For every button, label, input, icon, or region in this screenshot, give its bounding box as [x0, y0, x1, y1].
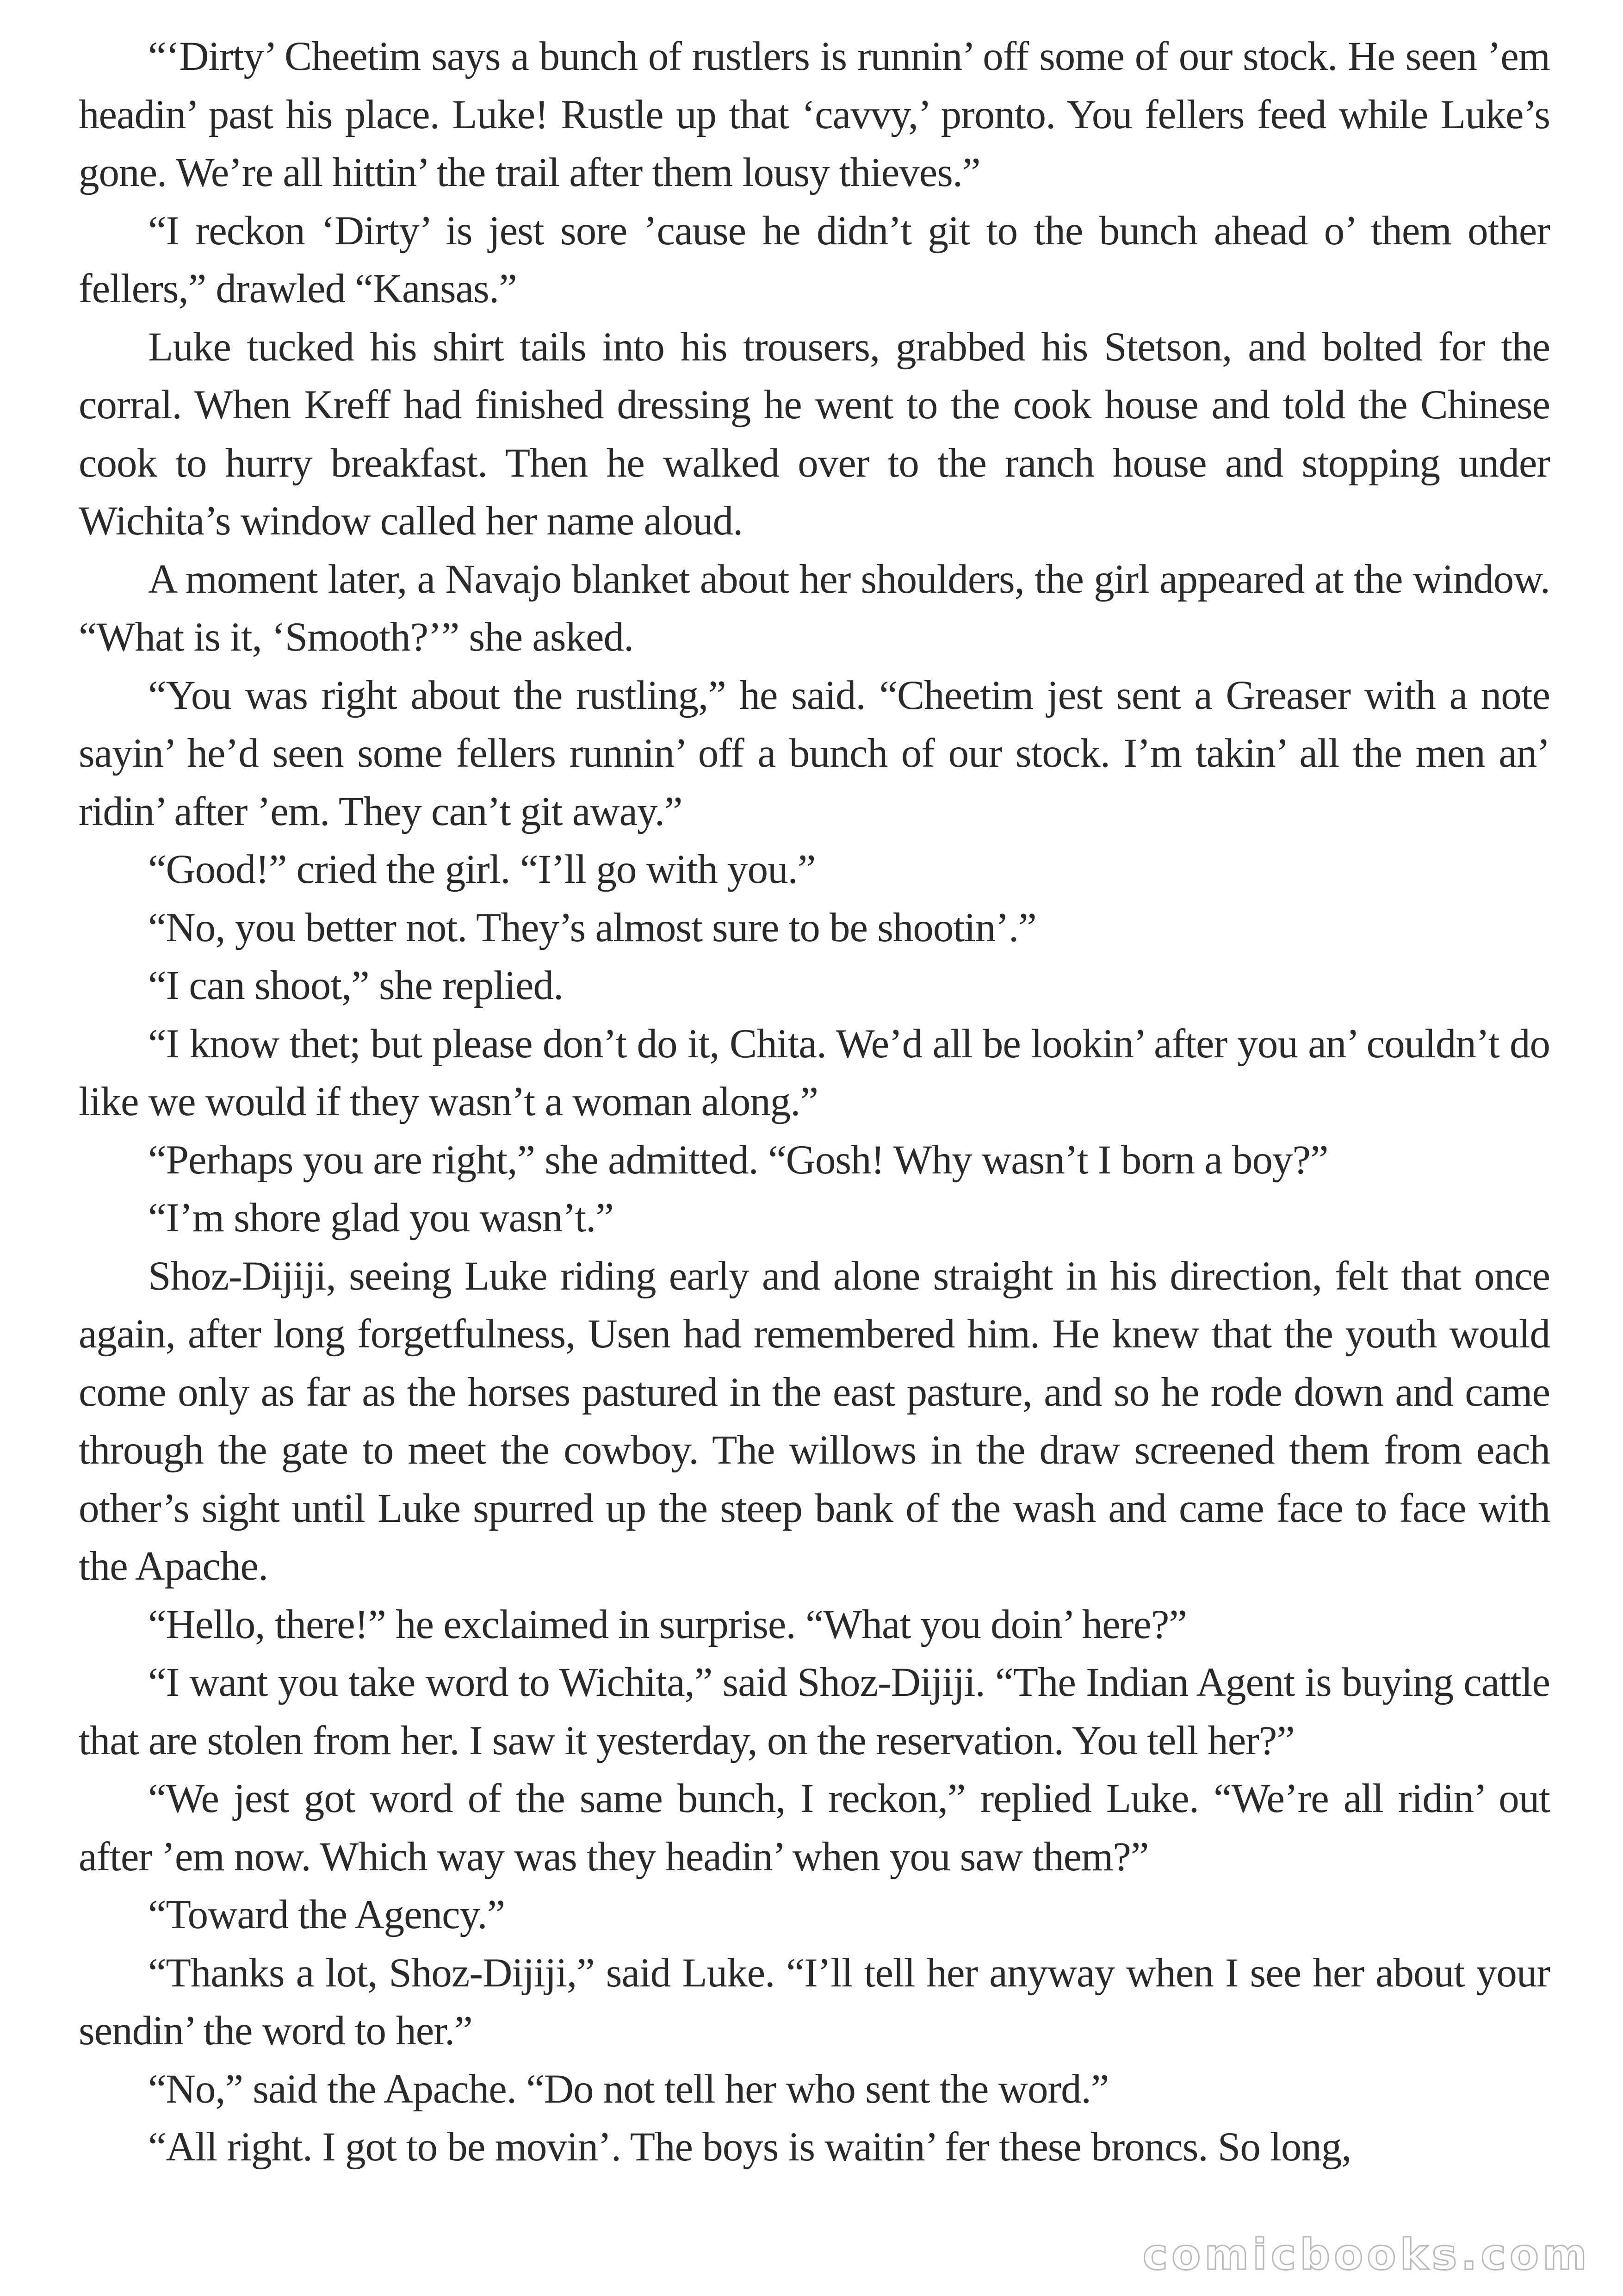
paragraph: Shoz-Dijiji, seeing Luke riding early and alone straight in his direction, felt that once again, after long forgetfulness, Usen had remembered him. He knew that the youth would come only as far as the horses pastured in the east pasture, and so he rode down and came through the gate to meet the cowboy. The willows in the draw screened them from each other’s sight until Luke spurred up the steep bank of the wash and came face to face with the Apache.: [79, 1253, 1550, 1589]
paragraph: “I’m shore glad you wasn’t.”: [148, 1195, 613, 1241]
paragraph: “Good!” cried the girl. “I’ll go with you.”: [148, 847, 816, 892]
paragraph: “Thanks a lot, Shoz-Dijiji,” said Luke. “I’ll tell her anyway when I see her about your sendin’ the word to her.”: [79, 1950, 1550, 2054]
paragraph: “We jest got word of the same bunch, I reckon,” replied Luke. “We’re all ridin’ out after ’em now. Which way was they headin’ when you saw them?”: [79, 1776, 1550, 1880]
body-text: [79, 28, 1550, 2177]
paragraph: “I want you take word to Wichita,” said Shoz-Dijiji. “The Indian Agent is buying cattle that are stolen from her. I saw it yesterday, on the reservation. You tell her?”: [79, 1660, 1550, 1763]
watermark: comicbooks.com: [1142, 2230, 1591, 2279]
paragraph: “All right. I got to be movin’. The boys is waitin’ fer these broncs. So long,: [148, 2124, 1351, 2170]
paragraph: “No, you better not. They’s almost sure to be shootin’.”: [148, 905, 1036, 950]
paragraph: Luke tucked his shirt tails into his trousers, grabbed his Stetson, and bolted for the corral. When Kreff had finished dressing he went to the cook house and told the Chinese cook to hurry breakfast. Then he walked over to the ranch house and stopping under Wichita’s window called her name aloud.: [79, 324, 1550, 544]
paragraph: “No,” said the Apache. “Do not tell her who sent the word.”: [148, 2066, 1109, 2112]
paragraph: “Hello, there!” he exclaimed in surprise. “What you doin’ here?”: [148, 1601, 1187, 1647]
paragraph: “Perhaps you are right,” she admitted. “Gosh! Why wasn’t I born a boy?”: [148, 1137, 1328, 1183]
paragraph: “You was right about the rustling,” he said. “Cheetim jest sent a Greaser with a note sayin’ he’d seen some fellers runnin’ off a bunch of our stock. I’m takin’ all the men an’ ridin’ after ’em. They can’t git away.”: [79, 672, 1550, 834]
paragraph: A moment later, a Navajo blanket about her shoulders, the girl appeared at the window. “What is it, ‘Smooth?’” she asked.: [79, 556, 1550, 660]
paragraph: “I can shoot,” she replied.: [148, 963, 564, 1008]
paragraph: “I know thet; but please don’t do it, Chita. We’d all be lookin’ after you an’ couldn’t do like we would if they wasn’t a woman along.”: [79, 1021, 1550, 1124]
paragraph: “I reckon ‘Dirty’ is jest sore ’cause he didn’t git to the bunch ahead o’ them other fellers,” drawled “Kansas.”: [79, 208, 1550, 311]
paragraph: “Toward the Agency.”: [148, 1892, 505, 1937]
paragraph: “‘Dirty’ Cheetim says a bunch of rustlers is runnin’ off some of our stock. He seen ’em headin’ past his place. Luke! Rustle up that ‘cavvy,’ pronto. You fellers feed while Luke’s gone. We’re all hittin’ the trail after them lousy thieves.”: [79, 34, 1550, 195]
